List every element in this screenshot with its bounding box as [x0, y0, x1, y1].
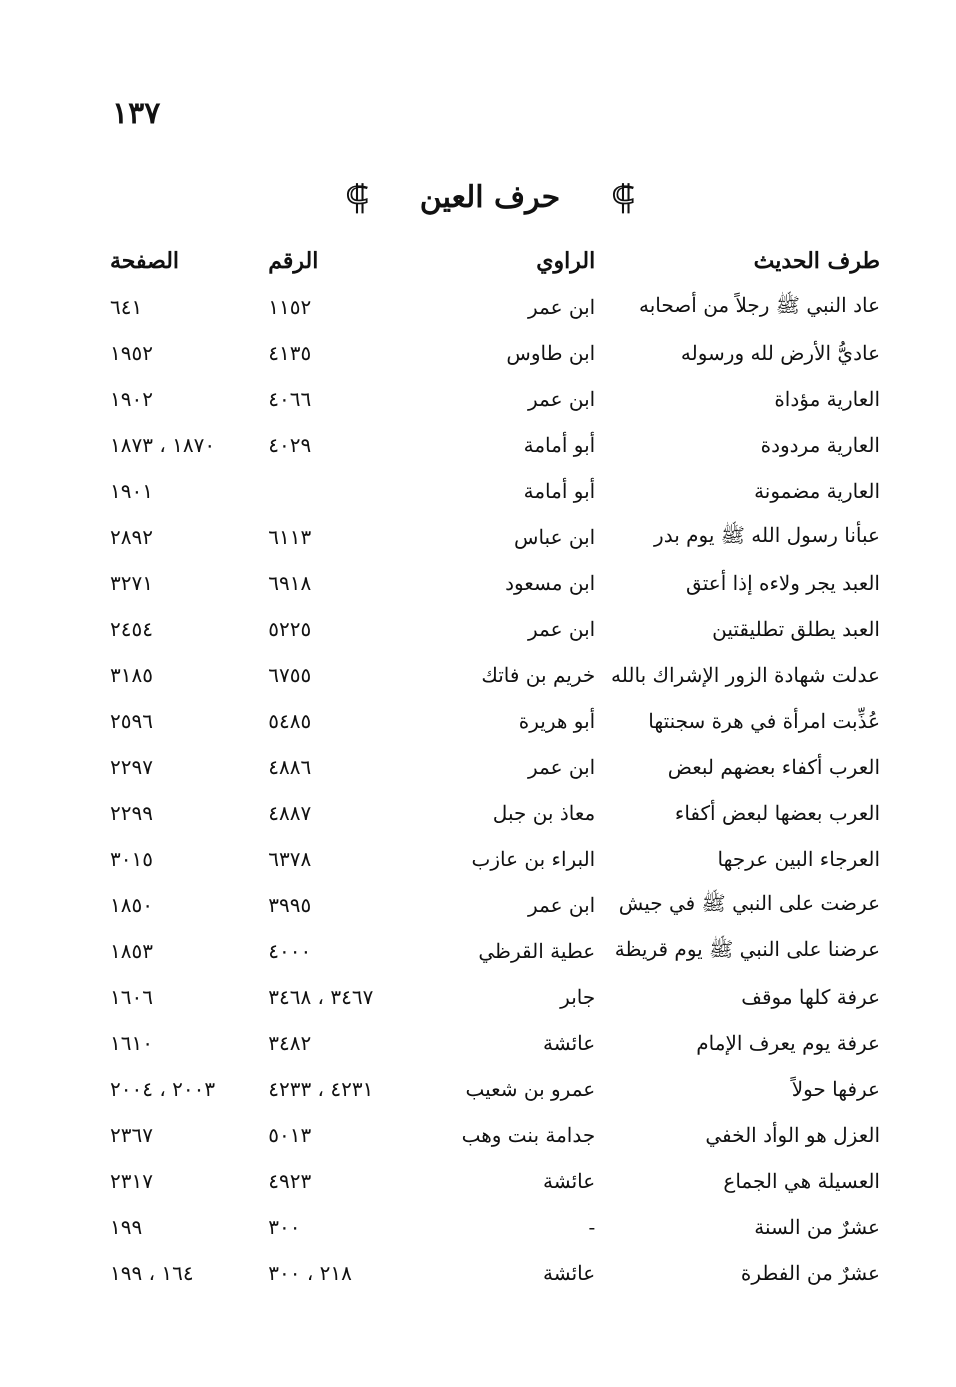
- number-cell: ٦٣٧٨: [268, 847, 312, 871]
- number-cell: ٦١١٣: [268, 525, 312, 549]
- table-row: [110, 1204, 880, 1250]
- table-row: [110, 652, 880, 698]
- page-cell: ١٩٥٢: [110, 341, 153, 365]
- page-cell: ٣٢٧١: [110, 571, 153, 595]
- table-row: [110, 330, 880, 376]
- number-cell: ١١٥٢: [268, 295, 312, 319]
- chapter-title: حرف العين: [419, 180, 561, 215]
- number-cell: ٦٩١٨: [268, 571, 312, 595]
- narrator-cell: ابن عمر: [527, 755, 596, 779]
- number-cell: ٥٢٢٥: [268, 617, 312, 641]
- narrator-cell: عائشة: [543, 1169, 596, 1193]
- table-row: [110, 284, 880, 330]
- narrator-cell: أبو أمامة: [523, 433, 596, 457]
- table-body: [110, 284, 880, 1296]
- hadith-cell: العارية مضمونة: [754, 479, 880, 503]
- hadith-cell: عرفة يوم يعرف الإمام: [696, 1031, 880, 1055]
- narrator-cell: ابن عباس: [514, 525, 596, 549]
- hadith-cell: العبد يجر ولاءه إذا أعتق: [686, 571, 880, 595]
- table-row: [110, 928, 880, 974]
- page-cell: ١٦٤ ، ١٩٩: [110, 1261, 194, 1285]
- number-cell: ٣٩٩٥: [268, 893, 312, 917]
- header-hadith: طرف الحديث: [753, 248, 880, 274]
- table-row: [110, 1112, 880, 1158]
- page-cell: ٢٢٩٩: [110, 801, 153, 825]
- header-page: الصفحة: [110, 248, 180, 274]
- table-row: [110, 1066, 880, 1112]
- narrator-cell: عائشة: [543, 1031, 596, 1055]
- page-cell: ١٦٠٦: [110, 985, 153, 1009]
- ornament-right-icon: ⸿: [610, 178, 636, 218]
- number-cell: ٣٠٠: [268, 1215, 301, 1239]
- hadith-cell: عدلت شهادة الزور الإشراك بالله: [611, 663, 880, 687]
- page-cell: ١٨٧٠ ، ١٨٧٣: [110, 433, 216, 457]
- hadith-cell: عبأنا رسول الله ﷺ يوم بدر: [654, 522, 880, 547]
- table-row: [110, 790, 880, 836]
- narrator-cell: ابن عمر: [527, 295, 596, 319]
- page-cell: ٣٠١٥: [110, 847, 153, 871]
- narrator-cell: عائشة: [543, 1261, 596, 1285]
- narrator-cell: البراء بن عازب: [471, 847, 596, 871]
- hadith-cell: العارية مؤداة: [774, 387, 880, 411]
- table-row: [110, 514, 880, 560]
- hadith-cell: العزل هو الوأد الخفي: [705, 1123, 880, 1147]
- number-cell: ٤٢٣١ ، ٤٢٣٣: [268, 1077, 374, 1101]
- hadith-cell: عشرٌ من الفطرة: [740, 1261, 880, 1285]
- narrator-cell: -: [588, 1215, 596, 1239]
- number-cell: ٥٤٨٥: [268, 709, 312, 733]
- number-cell: ٤١٣٥: [268, 341, 312, 365]
- narrator-cell: عطية القرظي: [478, 939, 596, 963]
- number-cell: ٤٨٨٦: [268, 755, 312, 779]
- chapter-heading: [340, 172, 640, 228]
- page-cell: ٣١٨٥: [110, 663, 153, 687]
- page-cell: ٢٨٩٢: [110, 525, 153, 549]
- narrator-cell: معاذ بن جبل: [492, 801, 596, 825]
- table-row: [110, 422, 880, 468]
- number-cell: ٤٠٠٠: [268, 939, 312, 963]
- table-row: [110, 698, 880, 744]
- table-row: [110, 1158, 880, 1204]
- hadith-cell: عُذِّبت امرأة في هرة سجنتها: [648, 709, 880, 733]
- hadith-cell: عاديُّ الأرض لله ورسوله: [680, 341, 880, 365]
- number-cell: ٤٠٦٦: [268, 387, 312, 411]
- page-cell: ٢٥٩٦: [110, 709, 153, 733]
- narrator-cell: ابن مسعود: [505, 571, 596, 595]
- narrator-cell: أبو أمامة: [523, 479, 596, 503]
- number-cell: ٤٨٨٧: [268, 801, 312, 825]
- hadith-cell: العرجاء البين عرجها: [717, 847, 880, 871]
- page-cell: ٦٤١: [110, 295, 143, 319]
- hadith-cell: العرب أكفاء بعضهم لبعض: [667, 755, 880, 779]
- number-cell: [268, 468, 437, 514]
- table-row: [110, 744, 880, 790]
- page-cell: ٢٢٩٧: [110, 755, 153, 779]
- number-cell: ٤٩٢٣: [268, 1169, 312, 1193]
- page-cell: ١٩٠٢: [110, 387, 153, 411]
- hadith-cell: عشرٌ من السنة: [754, 1215, 880, 1239]
- narrator-cell: أبو هريرة: [518, 709, 596, 733]
- header-row: [110, 238, 880, 284]
- narrator-cell: جابر: [560, 985, 596, 1009]
- narrator-cell: عمرو بن شعيب: [465, 1077, 596, 1101]
- hadith-index-table: [110, 238, 880, 1296]
- ornament-left-icon: ⸿: [344, 178, 370, 218]
- hadith-cell: العبد يطلق تطليقتين: [712, 617, 880, 641]
- number-cell: ٦٧٥٥: [268, 663, 312, 687]
- narrator-cell: ابن طاوس: [506, 341, 596, 365]
- number-cell: ٤٠٢٩: [268, 433, 312, 457]
- page-cell: ٢٣١٧: [110, 1169, 153, 1193]
- hadith-cell: عرضت على النبي ﷺ في جيش: [618, 890, 880, 915]
- table-row: [110, 836, 880, 882]
- narrator-cell: ابن عمر: [527, 617, 596, 641]
- page-cell: ١٩٠١: [110, 479, 153, 503]
- header-number: الرقم: [268, 248, 319, 274]
- header-narrator: الراوي: [536, 248, 596, 274]
- number-cell: ٢١٨ ، ٣٠٠: [268, 1261, 352, 1285]
- table-row: [110, 1020, 880, 1066]
- page-cell: ١٨٥٠: [110, 893, 153, 917]
- number-cell: ٣٤٦٧ ، ٣٤٦٨: [268, 985, 374, 1009]
- page-cell: ١٩٩: [110, 1215, 143, 1239]
- hadith-cell: العرب بعضها لبعض أكفاء: [674, 801, 880, 825]
- narrator-cell: ابن عمر: [527, 387, 596, 411]
- hadith-cell: العارية مردودة: [760, 433, 880, 457]
- narrator-cell: ابن عمر: [527, 893, 596, 917]
- hadith-cell: عرفة كلها موقف: [741, 985, 880, 1009]
- table-row: [110, 882, 880, 928]
- hadith-cell: عاد النبي ﷺ رجلاً من أصحابه: [639, 292, 880, 317]
- table-row: [110, 606, 880, 652]
- table-row: [110, 560, 880, 606]
- page-number: ١٣٧: [112, 96, 161, 131]
- table-row: [110, 468, 880, 514]
- page-cell: ٢٠٠٣ ، ٢٠٠٤: [110, 1077, 216, 1101]
- hadith-cell: عرفها حولاً: [791, 1077, 880, 1101]
- page-cell: ١٨٥٣: [110, 939, 153, 963]
- table-header: [110, 238, 880, 284]
- page-cell: ١٦١٠: [110, 1031, 153, 1055]
- page-cell: ٢٤٥٤: [110, 617, 153, 641]
- table-row: [110, 1250, 880, 1296]
- table-row: [110, 376, 880, 422]
- narrator-cell: خريم بن فاتك: [481, 663, 596, 687]
- table-row: [110, 974, 880, 1020]
- page-cell: ٢٣٦٧: [110, 1123, 153, 1147]
- number-cell: ٥٠١٣: [268, 1123, 312, 1147]
- narrator-cell: جدامة بنت وهب: [461, 1123, 596, 1147]
- hadith-cell: العسيلة هي الجماع: [723, 1169, 880, 1193]
- number-cell: ٣٤٨٢: [268, 1031, 312, 1055]
- hadith-cell: عرضنا على النبي ﷺ يوم قريظة: [614, 936, 880, 961]
